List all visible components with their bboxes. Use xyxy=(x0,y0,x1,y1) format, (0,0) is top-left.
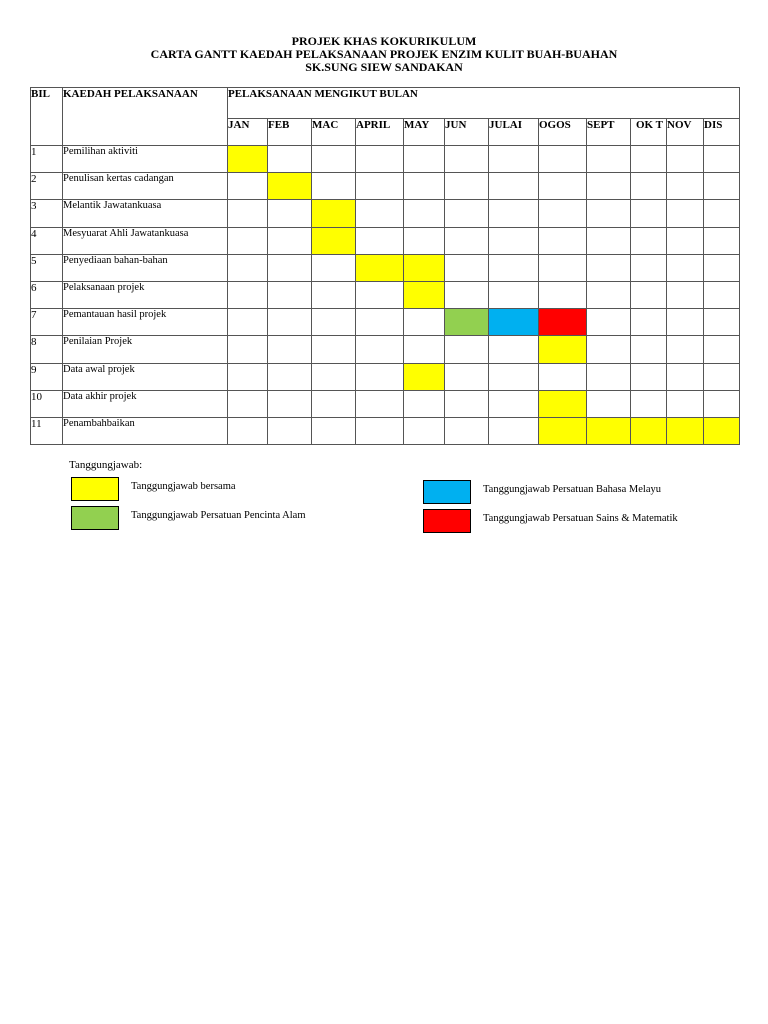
gantt-bar-cell xyxy=(356,254,404,281)
gantt-empty-cell xyxy=(268,254,312,281)
gantt-empty-cell xyxy=(312,146,356,173)
gantt-empty-cell xyxy=(268,281,312,308)
gantt-empty-cell xyxy=(587,254,631,281)
month-header: DIS xyxy=(704,119,740,146)
gantt-empty-cell xyxy=(587,200,631,227)
gantt-empty-cell xyxy=(356,363,404,390)
gantt-empty-cell xyxy=(631,336,667,363)
activity-label: Penambahbaikan xyxy=(63,417,228,444)
gantt-empty-cell xyxy=(667,200,704,227)
row-number: 11 xyxy=(31,417,63,444)
table-row xyxy=(31,363,740,390)
month-header: MAY xyxy=(404,119,445,146)
activity-label: Penyediaan bahan-bahan xyxy=(63,254,228,281)
gantt-empty-cell xyxy=(539,227,587,254)
gantt-empty-cell xyxy=(587,173,631,200)
gantt-empty-cell xyxy=(667,146,704,173)
gantt-empty-cell xyxy=(445,227,489,254)
row-number: 9 xyxy=(31,363,63,390)
gantt-empty-cell xyxy=(228,254,268,281)
gantt-bar-cell xyxy=(539,390,587,417)
gantt-empty-cell xyxy=(631,281,667,308)
gantt-empty-cell xyxy=(667,363,704,390)
gantt-empty-cell xyxy=(445,200,489,227)
gantt-empty-cell xyxy=(312,254,356,281)
gantt-empty-cell xyxy=(268,363,312,390)
gantt-empty-cell xyxy=(704,390,740,417)
gantt-empty-cell xyxy=(356,417,404,444)
gantt-empty-cell xyxy=(404,200,445,227)
gantt-bar-cell xyxy=(631,417,667,444)
gantt-empty-cell xyxy=(445,173,489,200)
table-row xyxy=(31,200,740,227)
gantt-empty-cell xyxy=(445,336,489,363)
gantt-empty-cell xyxy=(312,363,356,390)
gantt-bar-cell xyxy=(667,417,704,444)
gantt-empty-cell xyxy=(704,363,740,390)
table-row xyxy=(31,417,740,444)
gantt-empty-cell xyxy=(667,336,704,363)
gantt-empty-cell xyxy=(539,146,587,173)
gantt-empty-cell xyxy=(489,200,539,227)
gantt-empty-cell xyxy=(404,227,445,254)
table-row xyxy=(31,173,740,200)
gantt-empty-cell xyxy=(489,281,539,308)
gantt-empty-cell xyxy=(704,200,740,227)
gantt-empty-cell xyxy=(489,227,539,254)
gantt-empty-cell xyxy=(667,281,704,308)
gantt-empty-cell xyxy=(667,227,704,254)
table-row xyxy=(31,146,740,173)
gantt-empty-cell xyxy=(268,146,312,173)
gantt-bar-cell xyxy=(445,309,489,336)
activity-label: Pemilihan aktiviti xyxy=(63,146,228,173)
gantt-bar-cell xyxy=(404,281,445,308)
row-number: 4 xyxy=(31,227,63,254)
gantt-empty-cell xyxy=(356,227,404,254)
activity-label: Data akhir projek xyxy=(63,390,228,417)
gantt-bar-cell xyxy=(228,146,268,173)
kaedah-header: KAEDAH PELAKSANAAN xyxy=(63,88,228,146)
gantt-empty-cell xyxy=(404,417,445,444)
table-row xyxy=(31,281,740,308)
table-row xyxy=(31,390,740,417)
month-header: JUN xyxy=(445,119,489,146)
gantt-empty-cell xyxy=(667,390,704,417)
gantt-empty-cell xyxy=(445,254,489,281)
gantt-bar-cell xyxy=(312,227,356,254)
gantt-empty-cell xyxy=(445,417,489,444)
gantt-empty-cell xyxy=(356,200,404,227)
gantt-empty-cell xyxy=(489,336,539,363)
legend-swatch xyxy=(71,506,119,530)
activity-label: Data awal projek xyxy=(63,363,228,390)
gantt-empty-cell xyxy=(704,227,740,254)
legend-swatch xyxy=(423,509,471,533)
table-row xyxy=(31,227,740,254)
gantt-empty-cell xyxy=(445,390,489,417)
legend-title: Tanggungjawab: xyxy=(69,459,143,471)
gantt-empty-cell xyxy=(667,173,704,200)
gantt-empty-cell xyxy=(404,146,445,173)
legend-swatch xyxy=(423,480,471,504)
gantt-empty-cell xyxy=(631,146,667,173)
month-header: OK T xyxy=(631,119,667,146)
month-header: NOV xyxy=(667,119,704,146)
gantt-empty-cell xyxy=(228,363,268,390)
gantt-empty-cell xyxy=(404,173,445,200)
row-number: 6 xyxy=(31,281,63,308)
gantt-empty-cell xyxy=(631,227,667,254)
gantt-empty-cell xyxy=(489,146,539,173)
gantt-bar-cell xyxy=(587,417,631,444)
gantt-empty-cell xyxy=(268,227,312,254)
gantt-empty-cell xyxy=(312,336,356,363)
gantt-empty-cell xyxy=(631,200,667,227)
gantt-empty-cell xyxy=(228,417,268,444)
gantt-empty-cell xyxy=(587,390,631,417)
gantt-empty-cell xyxy=(404,309,445,336)
gantt-empty-cell xyxy=(539,281,587,308)
gantt-empty-cell xyxy=(631,254,667,281)
gantt-empty-cell xyxy=(539,254,587,281)
table-row xyxy=(31,336,740,363)
table-row xyxy=(31,309,740,336)
gantt-empty-cell xyxy=(539,200,587,227)
gantt-empty-cell xyxy=(356,173,404,200)
gantt-empty-cell xyxy=(445,363,489,390)
gantt-empty-cell xyxy=(704,336,740,363)
gantt-empty-cell xyxy=(268,417,312,444)
gantt-empty-cell xyxy=(587,146,631,173)
gantt-empty-cell xyxy=(587,309,631,336)
gantt-empty-cell xyxy=(268,309,312,336)
gantt-bar-cell xyxy=(539,309,587,336)
gantt-bar-cell xyxy=(704,417,740,444)
row-number: 7 xyxy=(31,309,63,336)
row-number: 3 xyxy=(31,200,63,227)
month-header: JULAI xyxy=(489,119,539,146)
gantt-empty-cell xyxy=(404,336,445,363)
gantt-empty-cell xyxy=(704,281,740,308)
gantt-bar-cell xyxy=(539,336,587,363)
month-header: APRIL xyxy=(356,119,404,146)
school-name: SK.SUNG SIEW SANDAKAN xyxy=(305,60,463,74)
gantt-empty-cell xyxy=(539,363,587,390)
row-number: 10 xyxy=(31,390,63,417)
gantt-empty-cell xyxy=(489,254,539,281)
gantt-empty-cell xyxy=(228,227,268,254)
table-row xyxy=(31,254,740,281)
gantt-empty-cell xyxy=(228,390,268,417)
gantt-empty-cell xyxy=(631,309,667,336)
legend-swatch xyxy=(71,477,119,501)
activity-label: Pemantauan hasil projek xyxy=(63,309,228,336)
gantt-empty-cell xyxy=(312,173,356,200)
gantt-empty-cell xyxy=(356,390,404,417)
gantt-empty-cell xyxy=(356,309,404,336)
bil-header: BIL xyxy=(31,88,63,146)
gantt-empty-cell xyxy=(587,336,631,363)
gantt-empty-cell xyxy=(268,200,312,227)
gantt-empty-cell xyxy=(228,173,268,200)
gantt-empty-cell xyxy=(539,173,587,200)
gantt-empty-cell xyxy=(312,281,356,308)
gantt-empty-cell xyxy=(631,363,667,390)
gantt-empty-cell xyxy=(704,254,740,281)
gantt-empty-cell xyxy=(228,200,268,227)
month-header: SEPT xyxy=(587,119,631,146)
gantt-empty-cell xyxy=(667,254,704,281)
gantt-empty-cell xyxy=(404,390,445,417)
gantt-empty-cell xyxy=(667,309,704,336)
legend-label: Tanggungjawab Persatuan Pencinta Alam xyxy=(131,510,306,521)
activity-label: Mesyuarat Ahli Jawatankuasa xyxy=(63,227,228,254)
gantt-empty-cell xyxy=(704,309,740,336)
gantt-empty-cell xyxy=(704,146,740,173)
row-number: 5 xyxy=(31,254,63,281)
month-group-header: PELAKSANAAN MENGIKUT BULAN xyxy=(228,88,740,119)
activity-label: Pelaksanaan projek xyxy=(63,281,228,308)
activity-label: Melantik Jawatankuasa xyxy=(63,200,228,227)
activity-label: Penulisan kertas cadangan xyxy=(63,173,228,200)
gantt-empty-cell xyxy=(631,390,667,417)
gantt-bar-cell xyxy=(539,417,587,444)
gantt-empty-cell xyxy=(228,309,268,336)
month-header: JAN xyxy=(228,119,268,146)
gantt-chart-table xyxy=(30,87,740,445)
gantt-empty-cell xyxy=(587,363,631,390)
legend-label: Tanggungjawab Persatuan Sains & Matematik xyxy=(483,513,678,524)
row-number: 8 xyxy=(31,336,63,363)
gantt-empty-cell xyxy=(445,146,489,173)
gantt-bar-cell xyxy=(404,363,445,390)
month-header: FEB xyxy=(268,119,312,146)
gantt-empty-cell xyxy=(489,417,539,444)
document-title: PROJEK KHAS KOKURIKULUM xyxy=(291,34,477,48)
legend-label: Tanggungjawab Persatuan Bahasa Melayu xyxy=(483,484,662,495)
gantt-empty-cell xyxy=(587,227,631,254)
gantt-empty-cell xyxy=(268,336,312,363)
month-header: OGOS xyxy=(539,119,587,146)
gantt-empty-cell xyxy=(356,281,404,308)
row-number: 2 xyxy=(31,173,63,200)
gantt-empty-cell xyxy=(228,336,268,363)
gantt-bar-cell xyxy=(268,173,312,200)
gantt-bar-cell xyxy=(404,254,445,281)
row-number: 1 xyxy=(31,146,63,173)
document-subtitle: CARTA GANTT KAEDAH PELAKSANAAN PROJEK ENZIM KULIT BUAH-BUAHAN xyxy=(150,47,618,61)
gantt-empty-cell xyxy=(704,173,740,200)
gantt-empty-cell xyxy=(312,390,356,417)
gantt-empty-cell xyxy=(312,417,356,444)
gantt-empty-cell xyxy=(489,363,539,390)
gantt-empty-cell xyxy=(356,146,404,173)
gantt-empty-cell xyxy=(268,390,312,417)
month-header: MAC xyxy=(312,119,356,146)
gantt-bar-cell xyxy=(489,309,539,336)
gantt-empty-cell xyxy=(312,309,356,336)
gantt-empty-cell xyxy=(356,336,404,363)
gantt-body xyxy=(31,146,740,445)
gantt-empty-cell xyxy=(489,173,539,200)
legend-label: Tanggungjawab bersama xyxy=(131,481,236,492)
gantt-empty-cell xyxy=(587,281,631,308)
gantt-empty-cell xyxy=(631,173,667,200)
gantt-empty-cell xyxy=(489,390,539,417)
gantt-empty-cell xyxy=(228,281,268,308)
gantt-bar-cell xyxy=(312,200,356,227)
gantt-empty-cell xyxy=(445,281,489,308)
activity-label: Penilaian Projek xyxy=(63,336,228,363)
